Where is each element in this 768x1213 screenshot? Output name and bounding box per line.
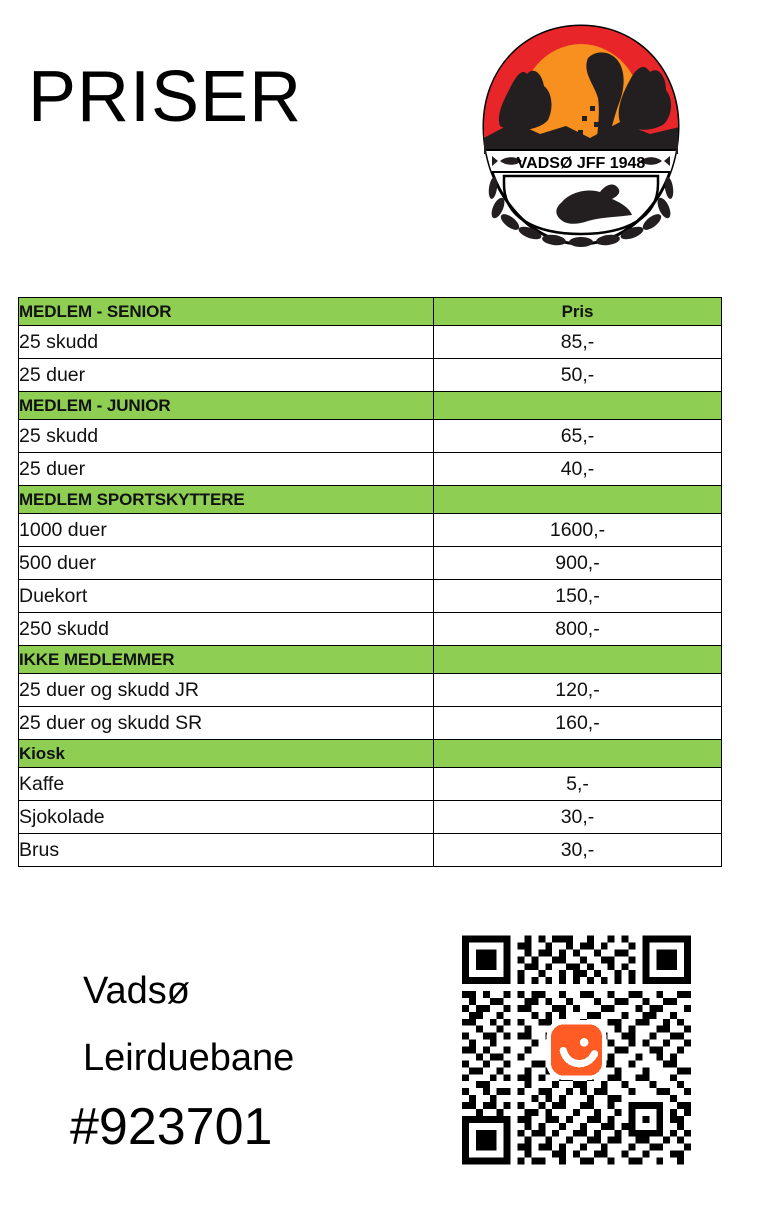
item-label: Sjokolade [19,801,434,834]
logo-banner-text: VADSØ JFF 1948 [516,155,646,172]
section-price-cell [434,392,722,420]
item-price: 800,- [434,613,722,646]
table-section-row [19,740,722,768]
item-label: 25 duer og skudd JR [19,674,434,707]
price-column-header: Pris [434,298,722,326]
item-price: 120,- [434,674,722,707]
table-section-row [19,392,722,420]
item-label: 500 duer [19,547,434,580]
table-row [19,326,722,359]
table-section-row [19,486,722,514]
section-label: Kiosk [19,740,434,768]
venue-name-line1: Vadsø [83,970,191,1012]
table-row [19,768,722,801]
item-label: 25 duer [19,359,434,392]
table-row [19,514,722,547]
item-price: 30,- [434,801,722,834]
header [0,0,768,285]
section-price-cell [434,486,722,514]
table-row [19,801,722,834]
section-price-cell [434,740,722,768]
price-table-body [19,298,722,867]
item-label: 1000 duer [19,514,434,547]
section-label: MEDLEM - JUNIOR [19,392,434,420]
section-label: IKKE MEDLEMMER [19,646,434,674]
item-label: Brus [19,834,434,867]
table-row [19,420,722,453]
item-price: 160,- [434,707,722,740]
vipps-qr-code[interactable] [462,933,691,1167]
item-price: 85,- [434,326,722,359]
table-row [19,547,722,580]
item-price: 1600,- [434,514,722,547]
table-section-row [19,646,722,674]
venue-name [83,958,413,1092]
table-row [19,359,722,392]
table-section-row [19,298,722,326]
item-label: 250 skudd [19,613,434,646]
item-price: 900,- [434,547,722,580]
section-label: MEDLEM - SENIOR [19,298,434,326]
page-title: PRISER [28,57,303,137]
item-label: 25 skudd [19,420,434,453]
item-label: 25 skudd [19,326,434,359]
item-price: 5,- [434,768,722,801]
table-row [19,580,722,613]
venue-name-line2: Leirduebane [83,1037,295,1079]
table-row [19,834,722,867]
table-row [19,453,722,486]
item-price: 65,- [434,420,722,453]
table-row [19,674,722,707]
table-row [19,613,722,646]
item-label: Kaffe [19,768,434,801]
section-label: MEDLEM SPORTSKYTTERE [19,486,434,514]
vipps-badge [551,1024,602,1075]
item-price: 150,- [434,580,722,613]
item-price: 30,- [434,834,722,867]
item-label: 25 duer [19,453,434,486]
price-table [18,297,722,867]
item-price: 40,- [434,453,722,486]
vipps-number: #923701 [70,1098,273,1156]
vadso-jff-logo [470,22,692,250]
footer [0,900,768,1213]
item-label: Duekort [19,580,434,613]
section-price-cell [434,646,722,674]
item-label: 25 duer og skudd SR [19,707,434,740]
table-row [19,707,722,740]
item-price: 50,- [434,359,722,392]
